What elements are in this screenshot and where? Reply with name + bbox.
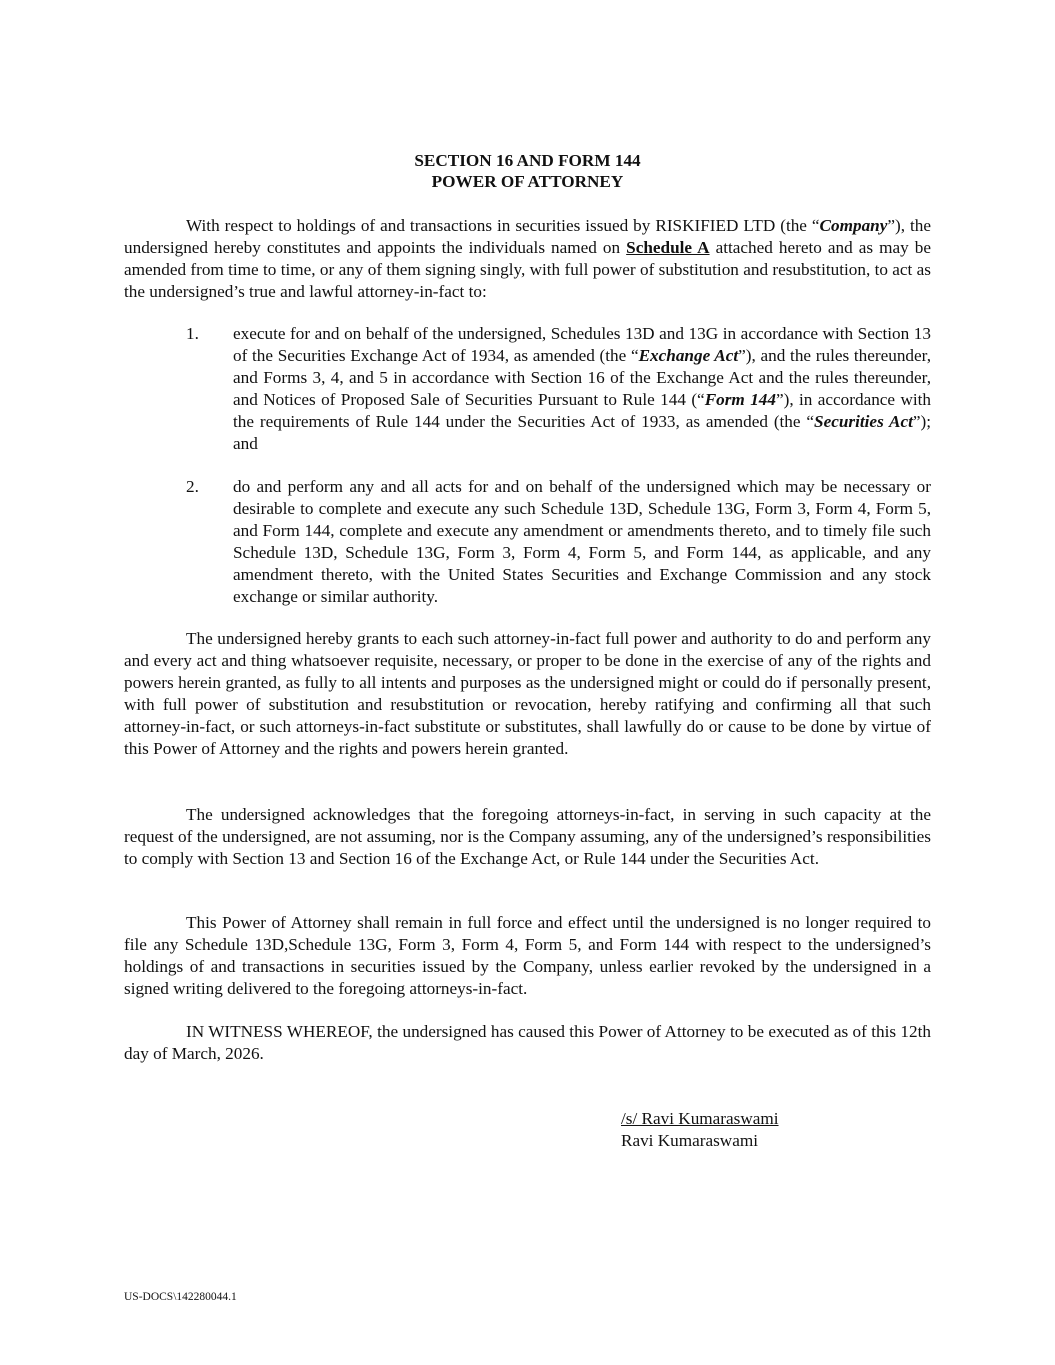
list-item-text xyxy=(233,323,931,454)
witness-paragraph: IN WITNESS WHEREOF, the undersigned has caused this Power of Attorney to be executed as of this 12th day of March, 2026. xyxy=(124,1022,931,1063)
term-paragraph: This Power of Attorney shall remain in full force and effect until the undersigned is no longer required to file any Schedule 13D,Schedule 13G, Form 3, Form 4, Form 5, and Form 144 with respect to the undersigned’s holdings of and transactions in securities issued by the Company, unless earlier revoked by the undersigned in a signed writing delivered to the foregoing attorneys-in-fact. xyxy=(124,913,931,998)
intro-text-2: ”), the undersigned hereby constitutes and appoints the individuals named on xyxy=(124,216,931,257)
acknowledgement-paragraph: The undersigned acknowledges that the foregoing attorneys-in-fact, in serving in such capacity at the request of the undersigned, are not assuming, nor is the Company assuming, any of the undersigned’s responsibilities to comply with Section 13 and Section 16 of the Exchange Act, or Rule 144 under the Securities Act. xyxy=(124,805,931,868)
item-1-text-2: ”), and the rules thereunder, and Forms 3, 4, and 5 in accordance with Section 16 of the Exchange Act and the rules thereunder, and Notices of Proposed Sale of Securities Pursuant to Rule 144 (“ xyxy=(233,345,931,409)
item-1-text-1: execute for and on behalf of the undersigned, Schedules 13D and 13G in accordance with Section 13 of the Securities Exchange Act of 1934, as amended (the “ xyxy=(233,324,931,365)
grant-paragraph: The undersigned hereby grants to each such attorney-in-fact full power and authority to do and perform any and every act and thing whatsoever requisite, necessary, or proper to be done in the exercise of any of the rights and powers herein granted, as fully to all intents and purposes as the undersigned might or could do if personally present, with full power of substitution and resubstitution or revocation, hereby ratifying and confirming all that such attorney-in-fact, or such attorneys-in-fact substitute or substitutes, shall lawfully do or cause to be done by virtue of this Power of Attorney and the rights and powers herein granted. xyxy=(124,629,931,758)
list-item-number: 1. xyxy=(186,324,199,343)
list-item-number: 2. xyxy=(186,477,199,496)
document-title-line-1: SECTION 16 AND FORM 144 xyxy=(414,151,641,170)
document-id-footer: US-DOCS\142280044.1 xyxy=(124,1291,237,1303)
securities-act-defined-term: Securities Act xyxy=(814,411,913,431)
document-title-line-2: POWER OF ATTORNEY xyxy=(431,172,624,191)
signature-line: /s/ Ravi Kumaraswami xyxy=(621,1109,779,1128)
company-defined-term: Company xyxy=(819,216,888,235)
exchange-act-defined-term: Exchange Act xyxy=(638,345,739,365)
intro-text-1: With respect to holdings of and transactions in securities issued by RISKIFIED LTD (the “ xyxy=(186,216,820,235)
item-1-text-3: ”), in accordance with the requirements of Rule 144 under the Securities Act of 1933, as amended (the “ xyxy=(233,389,931,431)
signatory-name: Ravi Kumaraswami xyxy=(621,1131,758,1150)
schedule-a-reference: Schedule A xyxy=(626,237,710,257)
list-item-text: do and perform any and all acts for and on behalf of the undersigned which may be necessary or desirable to complete and execute any such Schedule 13D, Schedule 13G, Form 3, Form 4, Form 5, and Form 144, complete and execute any amendment or amendments thereto, and to timely file such Schedule 13D, Schedule 13G, Form 3, Form 4, Form 5, and Form 144, as applicable, and any amendment thereto, with the United States Securities and Exchange Commission and any stock exchange or similar authority. xyxy=(233,477,931,606)
intro-paragraph xyxy=(124,215,931,303)
item-1-text-4: ”); and xyxy=(233,411,932,453)
intro-text-3: attached hereto and as may be amended from time to time, or any of them signing singly, with full power of substitution and resubstitution, to act as the undersigned’s true and lawful attorney-in-fact to: xyxy=(124,237,931,301)
form-144-defined-term: Form 144 xyxy=(704,389,776,409)
